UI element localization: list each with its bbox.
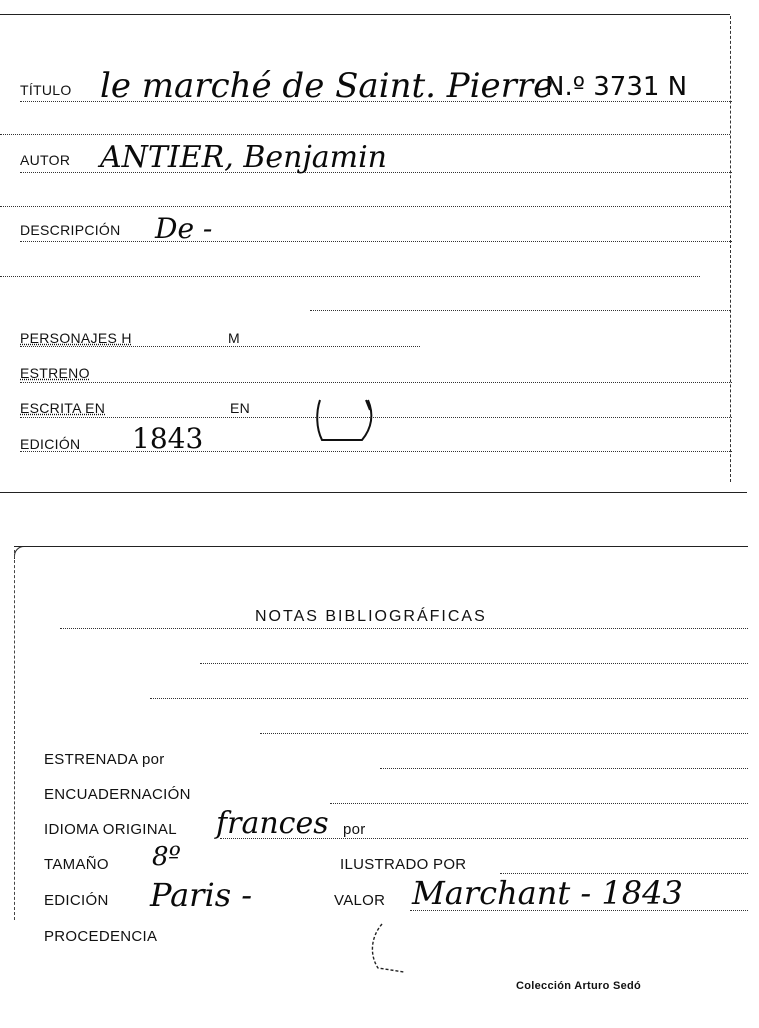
bracket-mark bbox=[310, 392, 390, 452]
notas-rule-1 bbox=[60, 628, 748, 629]
tamano-value: 8º bbox=[152, 842, 181, 872]
edicion2-label: EDICIÓN bbox=[44, 892, 109, 909]
idioma-label: IDIOMA ORIGINAL bbox=[44, 821, 177, 838]
tamano-label: TAMAÑO bbox=[44, 856, 109, 873]
titulo-sep-rule bbox=[0, 134, 730, 135]
personajes-rule bbox=[20, 346, 420, 347]
edicion-label: EDICIÓN bbox=[20, 436, 81, 452]
valor-label: VALOR bbox=[334, 892, 386, 909]
procedencia-mark bbox=[364, 918, 424, 978]
descripcion-label: DESCRIPCIÓN bbox=[20, 222, 121, 238]
ilustrado-label: ILUSTRADO POR bbox=[340, 856, 467, 873]
encuadernacion-label: ENCUADERNACIÓN bbox=[44, 786, 191, 803]
procedencia-label: PROCEDENCIA bbox=[44, 928, 158, 945]
titulo-value: le marché de Saint. Pierre bbox=[100, 66, 554, 106]
card2-corner bbox=[14, 546, 29, 559]
idioma-value: frances bbox=[216, 806, 329, 841]
estreno-rule bbox=[20, 382, 732, 383]
notas-rule-4 bbox=[260, 733, 748, 734]
encuadernacion-rule bbox=[330, 803, 748, 804]
autor-value: ANTIER, Benjamin bbox=[100, 140, 388, 175]
idioma-por-label: por bbox=[343, 821, 366, 838]
valor-value: Marchant - 1843 bbox=[412, 874, 683, 912]
card2-left-edge bbox=[14, 550, 15, 920]
descripcion-value: De - bbox=[155, 212, 213, 245]
notas-rule-2 bbox=[200, 663, 748, 664]
card1-bottom-edge bbox=[0, 492, 747, 493]
autor-label: AUTOR bbox=[20, 152, 71, 168]
collection-footer: Colección Arturo Sedó bbox=[516, 980, 642, 992]
estrenada-rule bbox=[380, 768, 748, 769]
card1-top-edge bbox=[0, 14, 730, 15]
notas-heading: NOTAS BIBLIOGRÁFICAS bbox=[255, 608, 487, 625]
blank-rule-2 bbox=[310, 310, 730, 311]
escrita-en-label: EN bbox=[230, 400, 251, 416]
escrita-label: ESCRITA EN bbox=[20, 400, 106, 416]
card2-top-edge bbox=[14, 546, 748, 547]
edicion-value: 1843 bbox=[132, 422, 204, 455]
card1-right-edge bbox=[730, 16, 731, 482]
estrenada-label: ESTRENADA por bbox=[44, 751, 165, 768]
estreno-label: ESTRENO bbox=[20, 365, 90, 381]
titulo-ref: N.º 3731 N bbox=[545, 72, 688, 102]
edicion2-value: Paris - bbox=[150, 876, 253, 914]
notas-rule-3 bbox=[150, 698, 748, 699]
personajes-label: PERSONAJES H bbox=[20, 330, 132, 346]
autor-sep-rule bbox=[0, 206, 730, 207]
blank-rule-1 bbox=[0, 276, 700, 277]
descripcion-rule bbox=[20, 241, 732, 242]
personajes-m-label: M bbox=[228, 330, 240, 346]
titulo-label: TÍTULO bbox=[20, 82, 72, 98]
